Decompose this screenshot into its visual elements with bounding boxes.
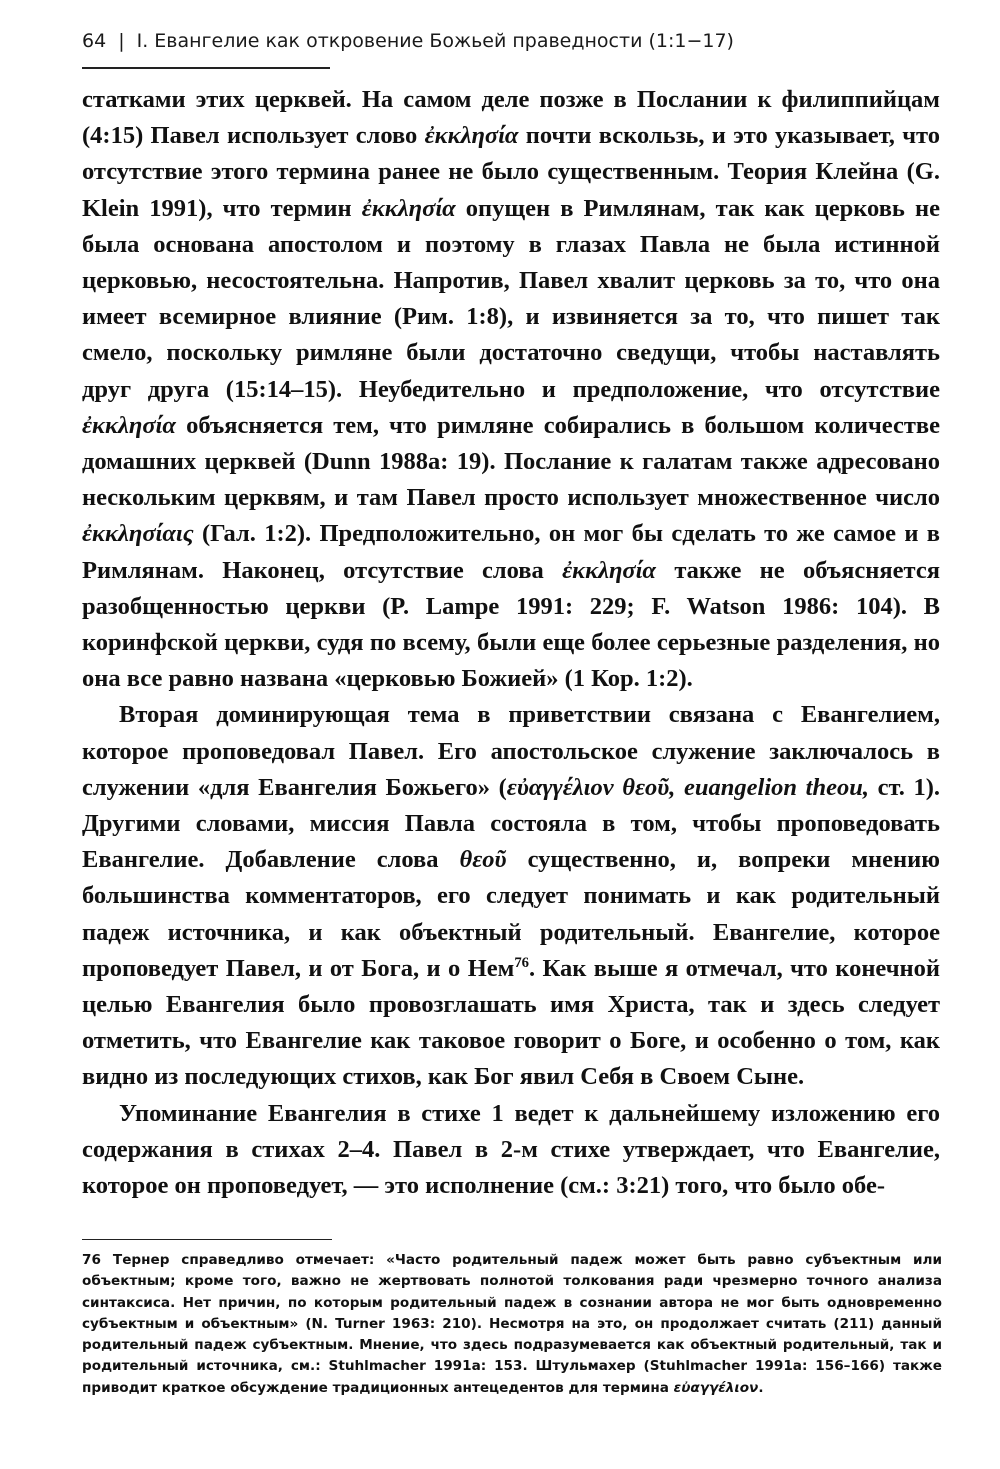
page-number: 64	[82, 30, 107, 52]
text-run: объясняется тем, что римляне собирались в большом количестве домашних церквей (Dunn 1988a: 19). Послание к галатам также адресовано нескольким церквям, и там Павел просто использует множественное число	[82, 411, 940, 512]
footnote-rule	[82, 1239, 332, 1240]
footnote-text: Тернер справедливо отмечает: «Часто родительный падеж может быть равно субъектным или объектным; кроме того, важно не жертвовать полнотой толкования ради чрезмерно точного анализа синтаксиса. Нет причин, по которым родительный падеж в сознании автора не мог быть одновременно субъектным и объектным» (N. Turner 1963: 210). Несмотря на это, он продолжает считать (211) данный родительный падеж субъектным. Мнение, что здесь подразумевается как объектный родительный, так и родительный источника, см.: Stuhlmacher 1991a: 153. Штульмахер (Stuhlmacher 1991a: 156–166) также приводит краткое обсуждение традиционных антецедентов для термина	[82, 1252, 942, 1396]
greek-term: ἐκκλησία	[82, 411, 176, 439]
footnote-reference[interactable]: 76	[514, 954, 530, 971]
text-run: (Гал. 1:2). Предположительно, он мог бы сделать то же самое и в Римлянам. Наконец, отсутствие слова	[82, 520, 940, 584]
footnote-number: 76	[82, 1252, 101, 1268]
greek-term: ἐκκλησία	[424, 122, 519, 150]
paragraph-3	[82, 1096, 940, 1205]
text-run: ст. 1). Другими словами, миссия Павла состояла в том, чтобы проповедовать Евангелие. Добавление слова	[82, 773, 940, 874]
text-run: почти вскользь, и это указывает, что отсутствие этого термина ранее не было существенным. Теория Клейна (G. Klein 1991), что термин	[82, 122, 940, 222]
text-run: статками этих церквей. На самом деле позже в Послании к филиппийцам (4:15) Павел использует слово	[82, 86, 940, 150]
text-run: существенно, и, вопреки мнению большинства комментаторов, его следует понимать и как родительный падеж источника, и как объектный родительный. Евангелие, которое проповедует Павел, и от Бога, и о Нем	[82, 846, 940, 982]
footnote	[82, 1250, 942, 1399]
text-run: Вторая доминирующая тема в приветствии связана с Евангелием, которое проповедовал Павел. Его апостольское служение заключалось в служении «для Евангелия Божьего» (	[82, 701, 940, 801]
chapter-title: I. Евангелие как откровение Божьей праведности (1:1−17)	[136, 30, 734, 52]
text-run: также не объясняется разобщенностью церкви (P. Lampe 1991: 229; F. Watson 1986: 104). В коринфской церкви, судя по всему, были еще более серьезные разделения, но она все равно названа «церковью Божией» (1 Кор. 1:2).	[82, 556, 940, 693]
text-run: Упоминание Евангелия в стихе 1 ведет к дальнейшему изложению его содержания в стихах 2–4. Павел в 2-м стихе утверждает, что Евангелие, которое он проповедует, — это исполнение (см.: 3:21) того, что было обе-	[82, 1099, 940, 1200]
running-header	[82, 30, 942, 64]
header-separator: |	[118, 30, 125, 52]
header-rule	[82, 67, 330, 69]
greek-term: θεοῦ	[459, 846, 507, 874]
greek-term: εὐαγγέλιον θεοῦ, euangelion theou,	[506, 773, 869, 801]
text-run: опущен в Римлянам, так как церковь не была основана апостолом и поэтому в глазах Павла не была истинной церковью, несостоятельна. Напротив, Павел хвалит церковь за то, что она имеет всемирное влияние (Рим. 1:8), и извиняется за то, что пишет так смело, поскольку римляне были достаточно сведущи, чтобы наставлять друг друга (15:14–15). Неубедительно и предположение, что отсутствие	[82, 194, 940, 403]
greek-term: ἐκκλησίαις	[82, 520, 194, 548]
paragraph-2	[82, 697, 940, 1095]
text-run: . Как выше я отмечал, что конечной целью Евангелия было провозглашать имя Христа, так и здесь следует отметить, что Евангелие как таковое говорит о Боге, и особенно о том, как видно из последующих стихов, как Бог явил Себя в Своем Сыне.	[82, 954, 940, 1091]
footnote-text: .	[758, 1379, 764, 1396]
main-text	[82, 82, 940, 1204]
paragraph-1	[82, 82, 940, 697]
greek-term: ἐκκλησία	[562, 556, 656, 584]
greek-term: εὐαγγέλιον	[673, 1379, 759, 1396]
greek-term: ἐκκλησία	[361, 194, 456, 222]
